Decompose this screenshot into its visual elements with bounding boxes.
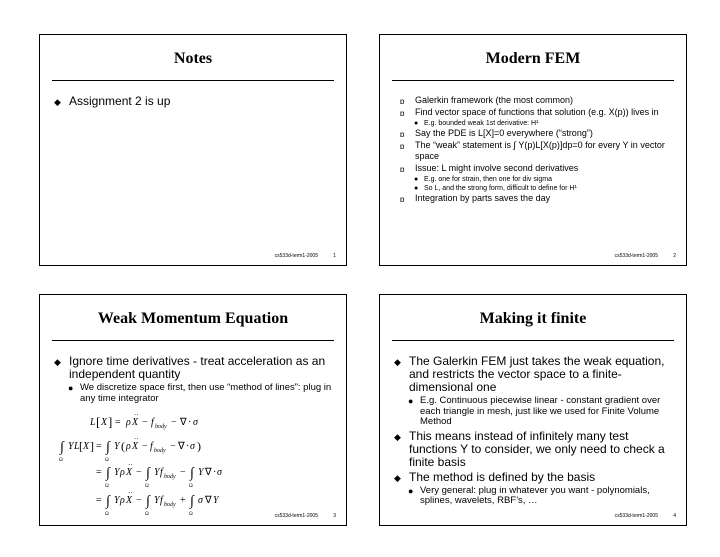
bullet-glyph-icon: ɒ [400, 142, 405, 151]
page-number: 2 [673, 253, 676, 259]
svg-text:·: · [213, 467, 217, 478]
bullet: ɒ The “weak” statement is ∫ Y(p)L[X(p)]dp=0 for every Y in vector space [400, 140, 665, 161]
svg-text:]: ] [108, 414, 113, 429]
svg-text:ρ: ρ [120, 467, 125, 478]
svg-text:∫: ∫ [146, 466, 150, 481]
svg-text:Y: Y [68, 441, 74, 452]
slide-notes [39, 34, 347, 266]
svg-text:]: ] [90, 439, 94, 453]
svg-text:−: − [142, 417, 148, 428]
dot-bullet-icon: ● [414, 120, 419, 127]
svg-text:σ: σ [217, 467, 222, 478]
bullet-glyph-icon: ɒ [400, 165, 405, 174]
svg-text:ρ: ρ [126, 441, 131, 452]
page-number: 1 [333, 253, 336, 259]
dot-bullet-icon: ● [414, 185, 419, 192]
diamond-bullet-icon: ◆ [54, 97, 61, 107]
slide-title: Notes [173, 50, 213, 67]
footer-text: cs533d-term1-2005 [614, 253, 658, 259]
svg-text:L: L [90, 417, 96, 428]
svg-text:Y: Y [114, 441, 120, 452]
page-number: 4 [673, 513, 676, 519]
svg-text:Y: Y [114, 467, 120, 478]
svg-text:f: f [160, 495, 163, 506]
svg-text:X: X [132, 441, 139, 452]
bullet: ◆ The Galerkin FEM just takes the weak equation, and restricts the vector space to a finite-dimensional one [394, 354, 665, 394]
svg-text:−: − [136, 495, 142, 506]
slide-weak-momentum [39, 294, 347, 526]
svg-text:=: = [96, 495, 102, 506]
svg-text:−: − [180, 467, 186, 478]
sub-bullet: ● E.g. bounded weak 1st derivative: H¹ [414, 120, 539, 127]
svg-text:body: body [154, 448, 166, 454]
slide-making-finite [379, 294, 687, 526]
svg-text:∫: ∫ [146, 494, 150, 509]
bullet: ɒ Find vector space of functions that solution (e.g. X(p)) lives in [400, 107, 659, 118]
sub-bullet: ● So L, and the strong form, difficult to define for H¹ [414, 185, 577, 192]
svg-text:Y: Y [114, 495, 120, 506]
bullet: ◆ Ignore time derivatives - treat acceleration as an independent quantity [54, 354, 326, 381]
svg-text:∫: ∫ [106, 466, 110, 481]
svg-text:(: ( [121, 439, 125, 453]
svg-text:∇: ∇ [205, 467, 212, 478]
bullet-glyph-icon: ɒ [400, 97, 405, 106]
svg-text:··: ·· [128, 461, 133, 469]
svg-text:f: f [151, 417, 154, 428]
svg-text:−: − [171, 417, 177, 428]
bullet: ɒ Integration by parts saves the day [400, 193, 551, 204]
svg-text:Y: Y [198, 467, 204, 478]
svg-text:Ω: Ω [189, 512, 193, 517]
slide-title: Weak Momentum Equation [97, 310, 289, 327]
svg-text:Y: Y [213, 495, 219, 506]
svg-text:·: · [186, 441, 190, 452]
svg-text:Ω: Ω [105, 512, 109, 517]
dot-bullet-icon: ● [68, 383, 74, 393]
dot-bullet-icon: ● [414, 176, 419, 183]
svg-text:=: = [96, 441, 102, 452]
svg-text:+: + [180, 495, 186, 506]
svg-text:f: f [160, 467, 163, 478]
dot-bullet-icon: ● [408, 485, 414, 496]
svg-text:Ω: Ω [145, 512, 149, 517]
title-divider [52, 340, 334, 341]
svg-text:∫: ∫ [106, 440, 110, 455]
bullet: ◆ Assignment 2 is up [54, 94, 171, 108]
svg-text:L: L [74, 441, 80, 452]
sub-bullet: ● We discretize space first, then use “method of lines”: plug in any time integrator [68, 382, 332, 404]
svg-text:ρ: ρ [120, 495, 125, 506]
svg-text:∫: ∫ [60, 440, 64, 455]
svg-text:·: · [188, 417, 192, 428]
svg-text:X: X [83, 441, 90, 452]
svg-text:[: [ [96, 414, 101, 429]
bullet: ◆ The method is defined by the basis [394, 469, 596, 484]
svg-text:X: X [126, 467, 133, 478]
svg-text:Y: Y [154, 467, 160, 478]
svg-text:Ω: Ω [105, 484, 109, 489]
svg-text:f: f [150, 441, 153, 452]
svg-text:∫: ∫ [106, 494, 110, 509]
svg-text:X: X [101, 417, 108, 428]
svg-text:−: − [170, 441, 176, 452]
diamond-bullet-icon: ◆ [394, 431, 401, 442]
svg-text:σ: σ [198, 495, 203, 506]
svg-text:ρ: ρ [126, 417, 131, 428]
title-divider [392, 340, 674, 341]
svg-text:Y: Y [154, 495, 160, 506]
svg-text:Ω: Ω [59, 458, 63, 463]
footer-text: cs533d-term1-2005 [274, 253, 318, 259]
svg-text:X: X [132, 417, 139, 428]
diamond-bullet-icon: ◆ [54, 357, 61, 367]
bullet-glyph-icon: ɒ [400, 109, 405, 118]
footer-text: cs533d-term1-2005 [274, 513, 318, 519]
svg-text:··: ·· [134, 411, 139, 419]
diamond-bullet-icon: ◆ [394, 357, 401, 367]
bullet-glyph-icon: ɒ [400, 130, 405, 139]
page-number: 3 [333, 513, 336, 519]
svg-text:−: − [142, 441, 148, 452]
bullet-glyph-icon: ɒ [400, 195, 405, 204]
svg-text:∇: ∇ [180, 417, 187, 428]
sub-bullet: ● E.g. Continuous piecewise linear - constant gradient over each triangle in mesh, just like we used for Finite Volume Method [408, 395, 661, 427]
dot-bullet-icon: ● [408, 396, 414, 406]
footer-text: cs533d-term1-2005 [614, 513, 658, 519]
sub-bullet: ● E.g. one for strain, then one for div sigma [414, 176, 553, 183]
bullet: ɒ Issue: L might involve second derivatives [400, 163, 579, 174]
svg-text:∫: ∫ [190, 494, 194, 509]
svg-text:∇: ∇ [178, 441, 185, 452]
svg-text:body: body [164, 502, 176, 508]
svg-text:body: body [164, 474, 176, 480]
svg-text:∫: ∫ [190, 466, 194, 481]
svg-text:∇: ∇ [205, 495, 212, 506]
title-divider [52, 80, 334, 81]
slide-title: Making it finite [479, 310, 587, 327]
svg-text:Ω: Ω [105, 458, 109, 463]
bullet: ɒ Say the PDE is L[X]=0 everywhere (“strong”) [400, 128, 593, 139]
svg-text:−: − [136, 467, 142, 478]
svg-text:σ: σ [193, 417, 198, 428]
bullet: ◆ This means instead of infinitely many test functions Y to consider, we only need to check a finite basis [394, 428, 665, 469]
svg-text:=: = [96, 467, 102, 478]
svg-text:): ) [197, 439, 201, 453]
svg-text:··: ·· [128, 489, 133, 497]
slide-title: Modern FEM [485, 50, 581, 67]
sub-bullet: ● Very general: plug in whatever you want - polynomials, splines, wavelets, RBF’s, … [408, 484, 650, 506]
diamond-bullet-icon: ◆ [394, 472, 401, 483]
svg-text:σ: σ [190, 441, 195, 452]
svg-text:body: body [155, 424, 167, 430]
svg-text:[: [ [79, 439, 83, 453]
svg-text:Ω: Ω [189, 484, 193, 489]
svg-text:=: = [115, 417, 121, 428]
svg-text:··: ·· [134, 435, 139, 443]
weak-form-equations [60, 413, 300, 525]
title-divider [392, 80, 674, 81]
svg-text:X: X [126, 495, 133, 506]
svg-text:Ω: Ω [145, 484, 149, 489]
bullet: ɒ Galerkin framework (the most common) [400, 95, 574, 106]
slide-modern-fem [379, 34, 687, 266]
